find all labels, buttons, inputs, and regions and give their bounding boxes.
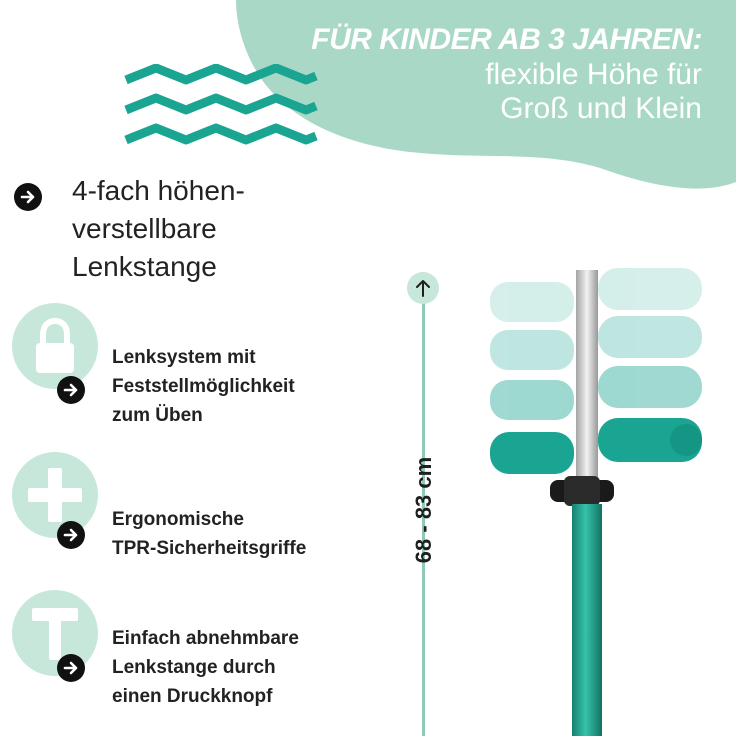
feature-plus-circle (12, 452, 98, 538)
arrow-up-icon (407, 272, 439, 304)
wave-pattern-icon (122, 64, 318, 156)
feature-text-lock (112, 343, 295, 430)
feature-text-grips (112, 505, 306, 563)
feature-lock-circle (12, 303, 98, 389)
t-bar-icon (12, 590, 98, 676)
main-feature-line: Lenkstange (72, 251, 217, 282)
arrow-right-icon (57, 376, 85, 404)
arrow-right-icon (57, 521, 85, 549)
handlebar-illustration (480, 240, 720, 736)
feature-line: einen Druckknopf (112, 686, 273, 707)
headline-subtitle-2: Groß und Klein (500, 92, 702, 125)
main-feature-text (72, 172, 245, 286)
headline-title: FÜR KINDER AB 3 JAHREN: (311, 23, 702, 56)
measurement-label: 68 - 83 cm (411, 456, 436, 564)
feature-line: Lenkstange durch (112, 657, 276, 678)
feature-line: Ergonomische (112, 509, 244, 530)
feature-line: TPR-Sicherheitsgriffe (112, 538, 307, 559)
feature-text-removable (112, 624, 299, 711)
feature-line: zum Üben (112, 405, 203, 426)
lock-icon (12, 303, 98, 389)
feature-line: Lenksystem mit (112, 347, 256, 368)
headline-subtitle-1: flexible Höhe für (485, 58, 702, 91)
plus-icon (12, 452, 98, 538)
headline (311, 22, 702, 126)
arrow-right-icon (14, 183, 42, 211)
feature-line: Einfach abnehmbare (112, 628, 299, 649)
main-feature-line: verstellbare (72, 213, 217, 244)
feature-tbar-circle (12, 590, 98, 676)
main-feature-line: 4-fach höhen- (72, 175, 245, 206)
feature-line: Feststellmöglichkeit (112, 376, 295, 397)
arrow-right-icon (57, 654, 85, 682)
